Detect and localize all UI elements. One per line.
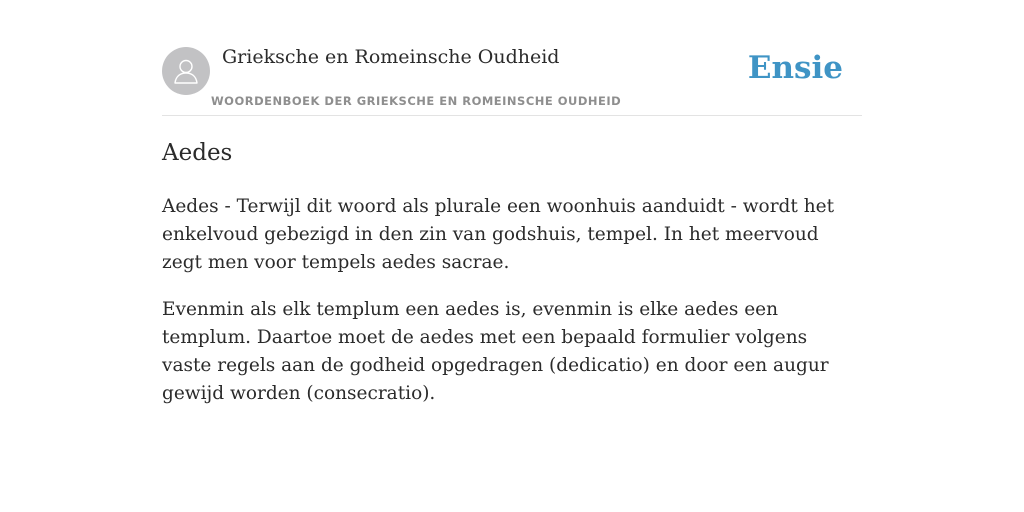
user-icon xyxy=(171,56,201,86)
brand-logo[interactable]: Ensie xyxy=(747,50,843,86)
site-subtitle: WOORDENBOEK DER GRIEKSCHE EN ROMEINSCHE OUDHEID xyxy=(211,94,622,108)
site-title[interactable]: Grieksche en Romeinsche Oudheid xyxy=(222,46,560,68)
entry-paragraph: Evenmin als elk templum een aedes is, evenmin is elke aedes een templum. Daartoe moet de aedes met een bepaald formulier volgens vaste regels aan de godheid opgedragen (dedicatio) en door een augur gewijd worden (consecratio). xyxy=(162,298,829,405)
entry-body xyxy=(162,193,862,426)
header xyxy=(162,40,862,116)
entry-paragraph: Aedes - Terwijl dit woord als plurale een woonhuis aanduidt - wordt het enkelvoud gebezigd in den zin van godshuis, tempel. In het meervoud zegt men voor tempels aedes sacrae. xyxy=(162,196,834,274)
entry-title: Aedes xyxy=(162,140,233,166)
avatar[interactable] xyxy=(162,47,210,95)
